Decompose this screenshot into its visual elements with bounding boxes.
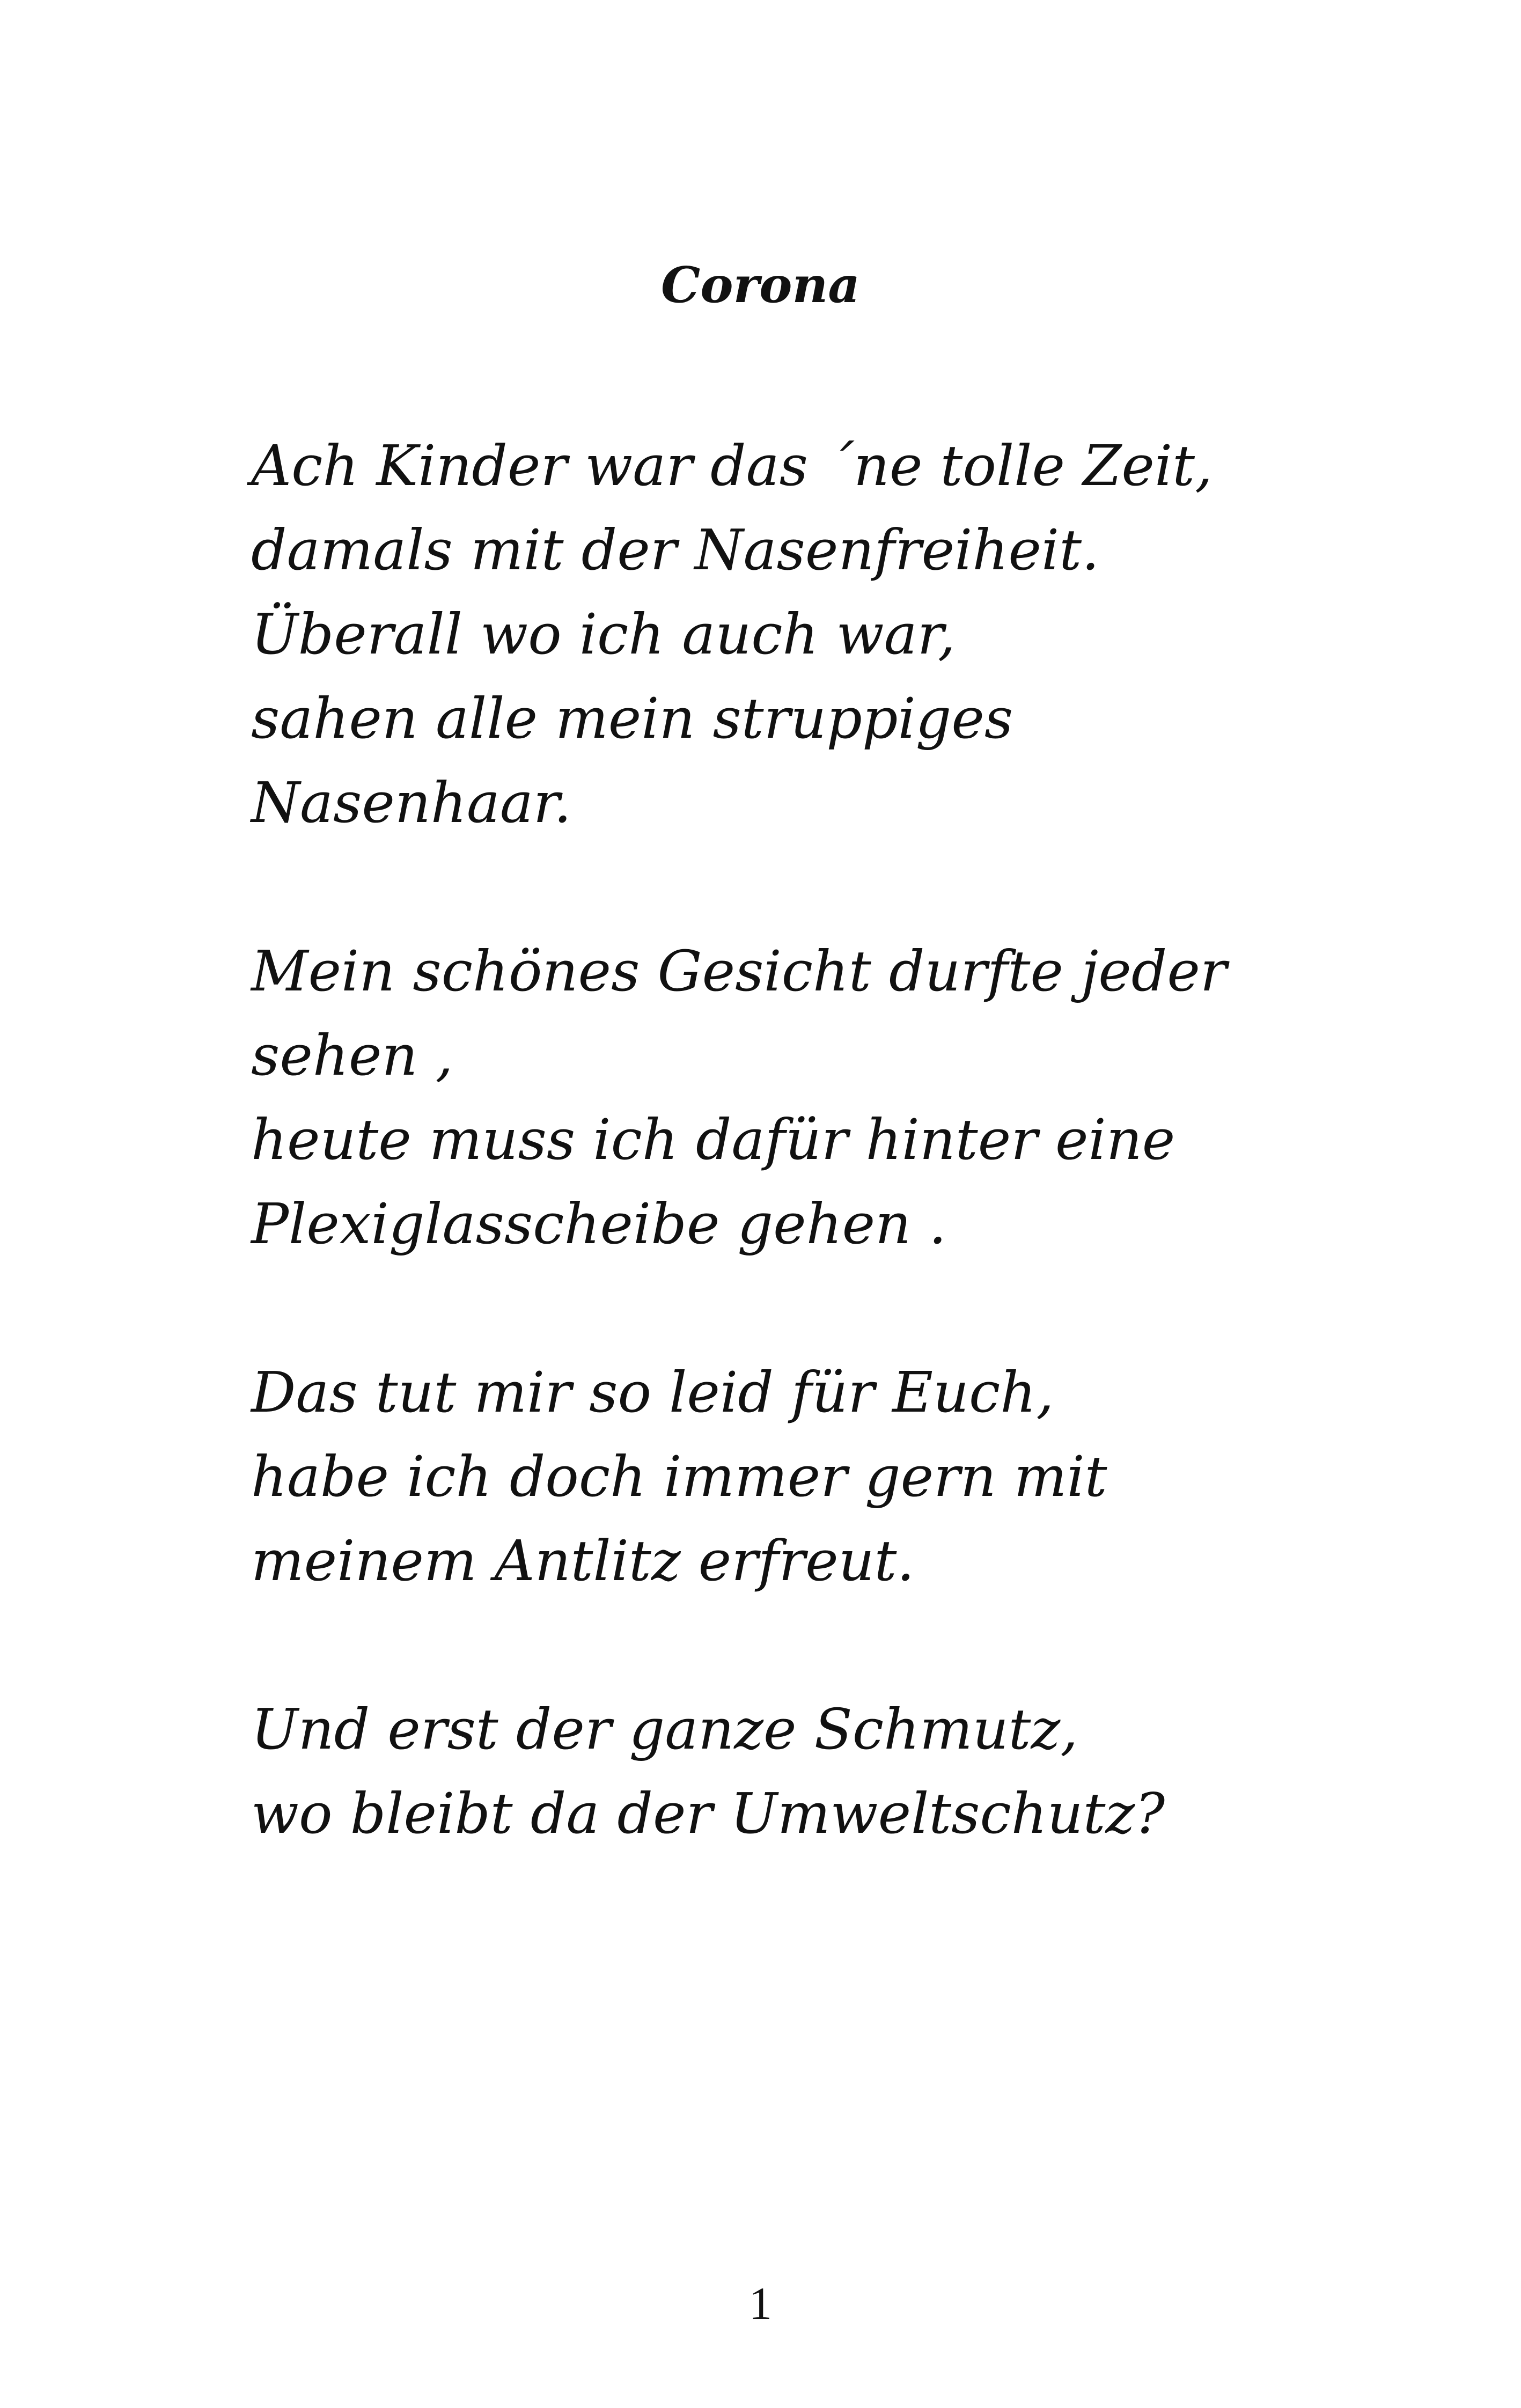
stanza <box>251 1687 1458 1856</box>
page-number: 1 <box>749 2278 772 2329</box>
poem-line: Und erst der ganze Schmutz, <box>251 1697 1078 1762</box>
poem-line: Das tut mir so leid für Euch, <box>251 1360 1054 1425</box>
poem-line: Mein schönes Gesicht durfte jeder <box>251 938 1227 1004</box>
poem-line: Ach Kinder war das ´ne tolle Zeit, <box>251 433 1213 498</box>
poem-line: damals mit der Nasenfreiheit. <box>251 517 1100 583</box>
stanza <box>251 424 1458 845</box>
poem-line: heute muss ich dafür hinter eine <box>251 1107 1175 1172</box>
stanza <box>251 929 1458 1266</box>
poem-line: wo bleibt da der Umweltschutz? <box>251 1781 1165 1846</box>
stanza <box>251 1350 1458 1603</box>
poem-line: Plexiglasscheibe gehen . <box>251 1191 947 1257</box>
poem-title: Corona <box>661 256 860 314</box>
poem-line: Nasenhaar. <box>251 770 572 835</box>
poem-line: sahen alle mein struppiges <box>251 686 1013 751</box>
poem-line: meinem Antlitz erfreut. <box>251 1528 915 1594</box>
poem-body <box>251 424 1458 1856</box>
poem-line: Überall wo ich auch war, <box>251 601 956 667</box>
poem-line: sehen , <box>251 1023 453 1088</box>
poem-line: habe ich doch immer gern mit <box>251 1444 1107 1509</box>
